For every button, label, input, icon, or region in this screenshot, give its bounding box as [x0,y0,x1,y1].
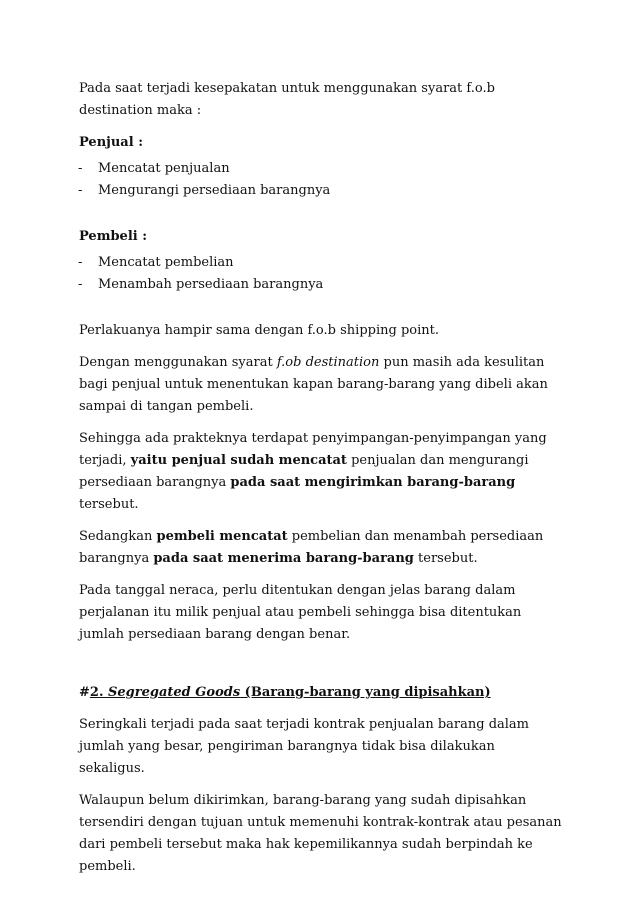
section-hash: # [79,685,90,700]
spacer [79,202,564,226]
intro-paragraph: Pada saat terjadi kesepakatan untuk menggunakan syarat f.o.b destination maka : [79,81,495,118]
section-title-italic: Segregated Goods [108,685,241,700]
text-run: penjualan dan mengurangi persediaan barangnya [79,453,529,490]
paragraph-seringkali: Seringkali terjadi pada saat terjadi kontrak penjualan barang dalam jumlah yang besar, pengiriman barangnya tidak bisa dilakukan sekaligus. [79,717,529,776]
italic-term: f.ob destination [276,355,380,370]
spacer [79,296,564,320]
spacer [79,656,564,682]
section-heading-segregated-goods [79,682,564,704]
paragraph-fob-destination [79,352,564,418]
list-item: - Menambah persediaan barangnya [78,274,564,296]
bold-phrase: yaitu penjual sudah mencatat [130,453,347,468]
text-run: Sedangkan [79,529,157,544]
paragraph-tanggal-neraca: Pada tanggal neraca, perlu ditentukan dengan jelas barang dalam perjalanan itu milik penjual atau pembeli sehingga bisa ditentukan jumlah persediaan barang dengan benar. [79,583,522,642]
penjual-list [79,158,564,202]
list-item: - Mencatat pembelian [78,252,564,274]
bold-phrase: pada saat menerima barang-barang [153,551,414,566]
text-run: tersebut. [413,551,478,566]
penjual-heading: Penjual : [79,135,143,150]
bold-phrase: pada saat mengirimkan barang-barang [230,475,516,490]
list-item: - Mengurangi persediaan barangnya [78,180,564,202]
text-run: pun masih ada kesulitan bagi penjual untuk menentukan kapan barang-barang yang dibeli akan sampai di tangan pembeli. [79,355,548,414]
text-run: tersebut. [79,497,139,512]
document-body [79,78,564,888]
paragraph-penyimpangan [79,428,564,516]
text-run: pembelian dan menambah persediaan barangnya [79,529,544,566]
section-title-rest: (Barang-barang yang dipisahkan) [240,685,491,700]
pembeli-list [79,252,564,296]
section-number: 2. [89,685,109,700]
text-run: Sehingga ada prakteknya terdapat penyimpangan-penyimpangan yang terjadi, [79,431,547,468]
list-item: - Mencatat penjualan [78,158,564,180]
paragraph-walaupun: Walaupun belum dikirimkan, barang-barang yang sudah dipisahkan tersendiri dengan tujuan untuk memenuhi kontrak-kontrak atau pesanan dari pembeli tersebut maka hak kepemilikannya sudah berpindah ke pembeli. [79,793,562,874]
pembeli-heading: Pembeli : [79,229,148,244]
bold-phrase: pembeli mencatat [156,529,288,544]
paragraph-fob-shipping: Perlakuanya hampir sama dengan f.o.b shipping point. [79,323,439,338]
text-run: Dengan menggunakan syarat [79,355,277,370]
paragraph-pembeli-mencatat [79,526,564,570]
